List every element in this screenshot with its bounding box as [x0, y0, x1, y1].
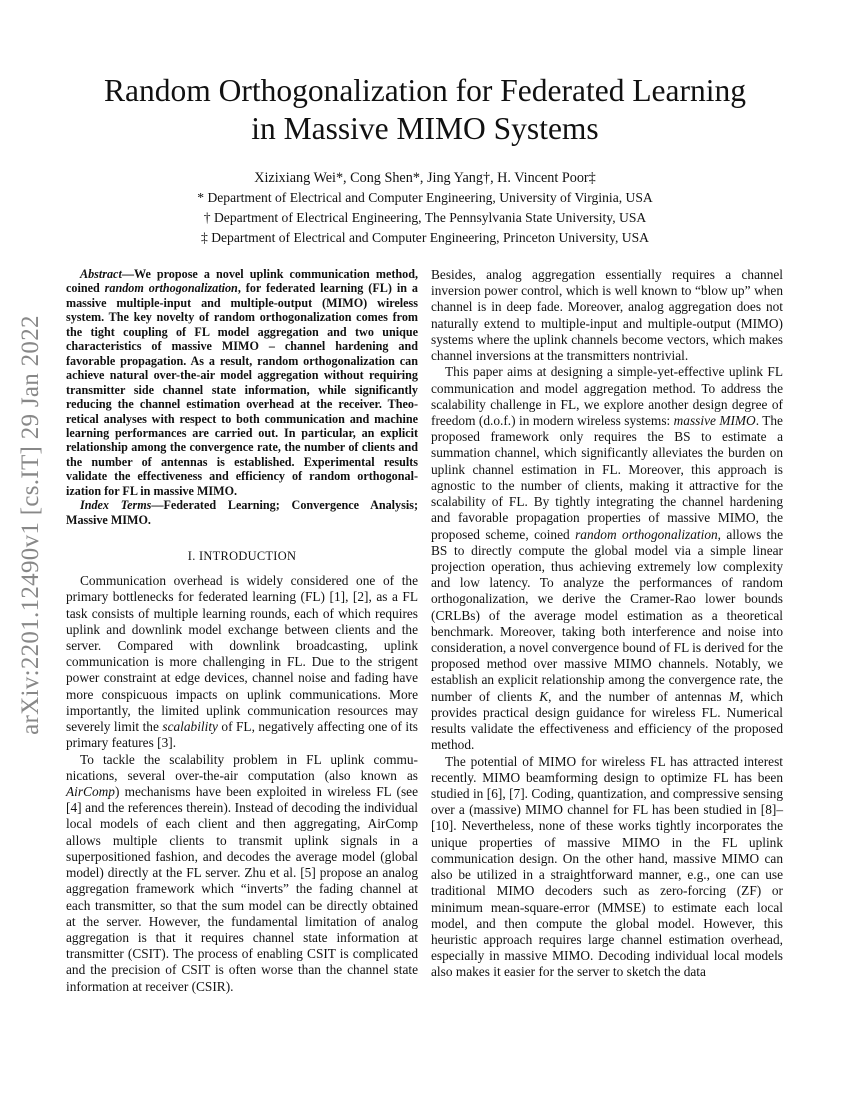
intro-paragraph-4: The potential of MIMO for wireless FL has attracted interest recently. MIMO beamforming design to optimize FL has been studied in [6], [7]. Coding, quantization, and compressive sensing over a (massive) MIMO channel for FL has been studied in [8]–[10]. Nevertheless, none of these works tightly incorporates the unique properties of massive MIMO in the FL uplink communication design. On the other hand, massive MIMO can also be utilized in a straightforward manner, e.g., one can use traditional MIMO decoders such as zero-forcing (ZF) or minimum mean-square-error (MMSE) to estimate each local model, and then compute the global model. However, this heuristic approach requires large channel estimation overhead, especially in massive MIMO. Decoding individual local models also makes it easier for the server to sketch the data: [431, 753, 783, 980]
intro-p3-text-e: , which provides practical design guidance for wireless FL. Numerical results validate the effectiveness and efficiency of the proposed method.: [431, 688, 783, 753]
right-column: [431, 267, 783, 981]
intro-p3-text-a: This paper aims at designing a simple-yet-effective uplink FL communication and model aggregation method. To address the scalability challenge in FL, we explore another design degree of freedom (d.o.f.) in modern wireless systems:: [431, 364, 783, 428]
title-line-2: in Massive MIMO Systems: [251, 111, 599, 146]
left-column: [66, 267, 418, 995]
intro-paragraph-1: [66, 573, 418, 751]
intro-p3-text-d: , and the number of antennas: [548, 688, 729, 704]
abstract-text-1: —We propose a novel uplink communication method, coined: [66, 267, 418, 296]
affiliation-uva: * Department of Electrical and Computer Engineering, University of Virginia, USA: [197, 190, 653, 205]
intro-p2-text-a: To tackle the scalability problem in FL uplink communications, several over-the-air computation (also known as: [66, 751, 418, 783]
intro-paragraph-2: [66, 752, 418, 995]
intro-paragraph-3: [431, 364, 783, 753]
author-block: [40, 168, 810, 248]
intro-p3-symbol-m: M: [728, 688, 740, 704]
arxiv-identifier: arXiv:2201.12490v1 [cs.IT] 29 Jan 2022: [17, 315, 45, 735]
intro-p3-emphasis-2: random orthogonalization: [575, 526, 718, 542]
intro-paragraph-continued: Besides, analog aggregation essentially requires a channel inversion power control, which is well known to “blow up” when channel is in deep fade. Moreover, analog aggregation does not naturally extend to multiple-input and multiple-output (MIMO) systems where the uplink channels become vectors, which makes channel inversions at the transmitters nontrivial.: [431, 267, 783, 364]
abstract-text-2: , for federated learning (FL) in a massive multiple-input and multiple-output (MIMO) wireless system. The key novelty of random orthogonalization comes from the tight coupling of FL model aggregation and two unique characteristics of massive MIMO – channel hardening and favorable propagation. As a result, random orthogonalization can achieve natural over-the-air model aggregation without requiring transmitter side channel state information, while significantly reducing the channel estimation overhead at the receiver. Theoretical analyses with respect to both communication and machine learning performances are carried out. In particular, an explicit relationship among the convergence rate, the number of clients and the number of antennas is established. Experimental results validate the effectiveness and efficiency of random orthogonalization for FL in massive MIMO.: [66, 281, 418, 498]
intro-p3-text-b: . The proposed framework only requires the BS to estimate a summation channel, which significantly alleviates the burden on uplink channel estimation in FL. Moreover, this approach is agnostic to the number of clients, making it attractive for the scalability of FL. By tightly integrating the channel hardening and favorable propagation properties of massive MIMO, the proposed scheme, coined: [431, 412, 783, 542]
affiliation-princeton: ‡ Department of Electrical and Computer Engineering, Princeton University, USA: [201, 230, 649, 245]
author-names: Xizixiang Wei*, Cong Shen*, Jing Yang†, H. Vincent Poor‡: [254, 170, 596, 186]
intro-p1-emphasis: scalability: [162, 719, 218, 735]
intro-p2-emphasis: AirComp: [66, 784, 115, 799]
title-line-1: Random Orthogonalization for Federated Learning: [103, 73, 747, 108]
intro-p1-text: Communication overhead is widely considered one of the primary bottlenecks for federated learning (FL) [1], [2], as a FL task consists of multiple learning rounds, each of which requires uplink and downlink model exchange between clients and the server. Compared with downlink broadcasting, uplink communication is more challenging in FL. Due to the strigent power constraint at edge devices, channel noise and fading have more conspicuous impacts on uplink communications. More importantly, the limited uplink communication resources may severely limit the: [66, 573, 418, 735]
index-terms-text: —Federated Learning; Convergence Analysis; Massive MIMO.: [66, 498, 418, 527]
paper-title: [40, 72, 810, 148]
abstract-label: Abstract: [80, 267, 122, 281]
arxiv-sidebar: [0, 290, 62, 760]
intro-p3-text-c: , allows the BS to directly compute the global model via a simple linear projection operation, thus achieving extremely low complexity and low latency. To analyze the performances of random orthogonalization, we derive the Cramer-Rao lower bounds (CRLBs) of the average model estimation as a theoretical benchmark. Moreover, taking both interference and noise into consideration, a novel convergence bound of FL is derived for the proposed method over massive MIMO channels. Notably, we establish an explicit relationship among the convergence rate, the number of clients: [431, 526, 783, 704]
index-terms: [66, 498, 418, 527]
intro-p3-emphasis-1: massive MIMO: [673, 412, 756, 428]
affiliation-psu: † Department of Electrical Engineering, The Pennsylvania State University, USA: [203, 210, 647, 225]
abstract: [66, 267, 418, 498]
abstract-emphasis: random orthogonalization: [104, 281, 238, 296]
intro-p3-symbol-k: K: [539, 688, 549, 704]
section-heading-introduction: I. INTRODUCTION: [187, 549, 297, 564]
intro-p1-end: of FL, negatively affecting one of its primary features [3].: [66, 719, 418, 751]
index-terms-label: Index Terms: [80, 498, 152, 513]
intro-p2-text-b: ) mechanisms have been exploited in wireless FL (see [4] and the references therein). Instead of decoding the individual local models of each client and then aggregating, AirComp allows multiple clients to transmit uplink signals in a superpositioned fashion, and decodes the average model (global model) directly at the FL server. Zhu et al. [5] propose an analog aggregation framework which “inverts” the fading channel at each transmitter, so that the sum model can be directly obtained at the server. However, the fundamental limitation of analog aggregation is that it requires channel state information at transmitter (CSIT). The process of enabling CSIT is complicated and the precision of CSIT is often worse than the channel state information at receiver (CSIR).: [66, 784, 418, 994]
